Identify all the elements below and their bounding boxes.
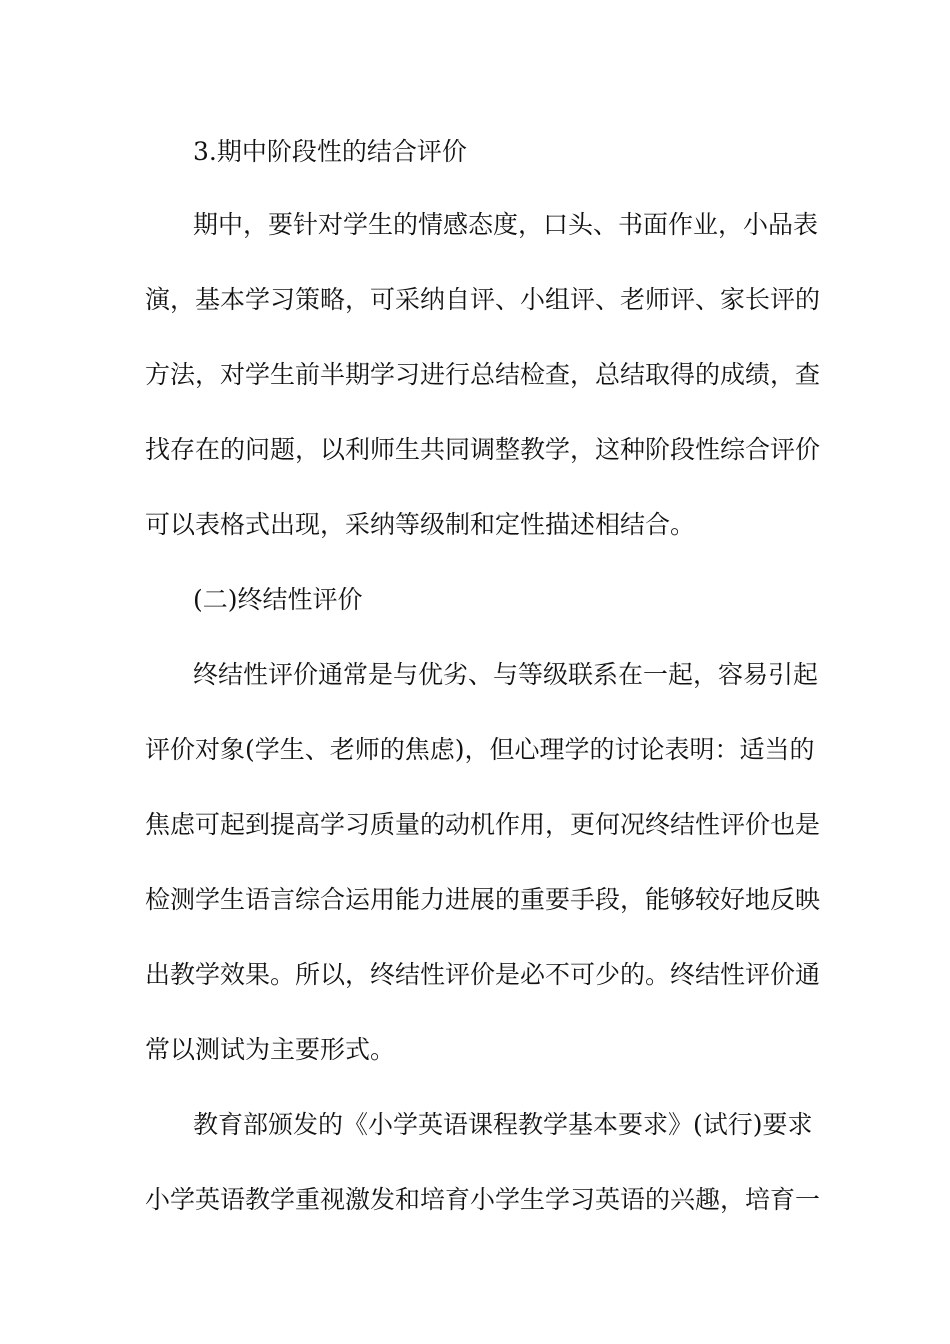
- section-heading-midterm: 3.期中阶段性的结合评价: [193, 137, 467, 166]
- paragraph-line: 演，基本学习策略，可采纳自评、小组评、老师评、家长评的: [145, 285, 821, 314]
- paragraph-line: 方法，对学生前半期学习进行总结检查，总结取得的成绩，查: [145, 360, 821, 389]
- paragraph-line: 可以表格式出现，采纳等级制和定性描述相结合。: [145, 510, 696, 539]
- paragraph-line: 找存在的问题，以利师生共同调整教学，这种阶段性综合评价: [145, 435, 821, 464]
- paragraph-line: 常以测试为主要形式。: [145, 1035, 396, 1064]
- paragraph-line: 出教学效果。所以，终结性评价是必不可少的。终结性评价通: [145, 960, 821, 989]
- paragraph-line: 教育部颁发的《小学英语课程教学基本要求》(试行)要求: [193, 1110, 813, 1139]
- paragraph-line: 评价对象(学生、老师的焦虑)，但心理学的讨论表明：适当的: [145, 735, 815, 764]
- paragraph-line: 检测学生语言综合运用能力进展的重要手段，能够较好地反映: [145, 885, 821, 914]
- paragraph-line: 焦虑可起到提高学习质量的动机作用，更何况终结性评价也是: [145, 810, 821, 839]
- paragraph-line: 期中，要针对学生的情感态度，口头、书面作业，小品表: [193, 210, 819, 239]
- paragraph-line: 小学英语教学重视激发和培育小学生学习英语的兴趣，培育一: [145, 1185, 821, 1214]
- paragraph-line: 终结性评价通常是与优劣、与等级联系在一起，容易引起: [193, 660, 819, 689]
- section-heading-summative: (二)终结性评价: [193, 585, 363, 614]
